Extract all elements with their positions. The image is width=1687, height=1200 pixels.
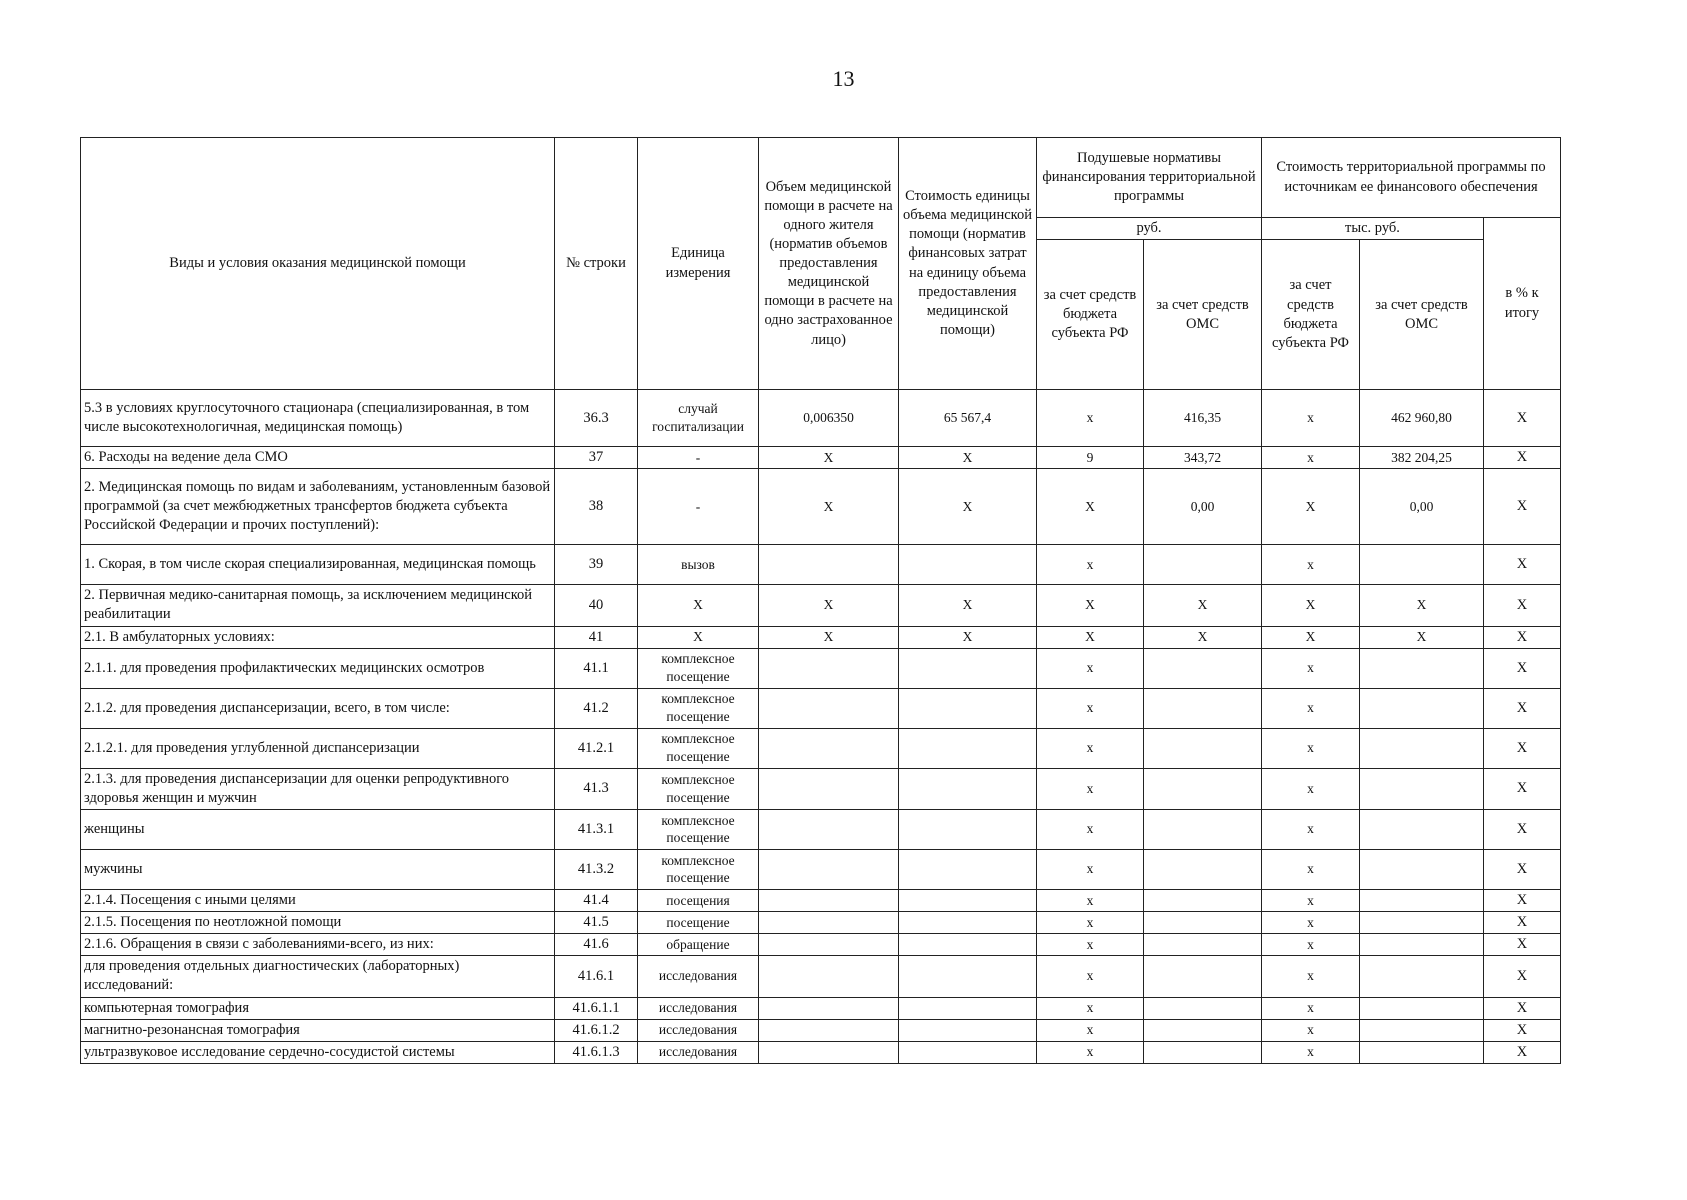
row-total-budget: x [1262,934,1360,956]
table-header [81,138,1561,390]
row-unit: комплексное посещение [638,648,759,688]
row-name: 2.1.4. Посещения с иными целями [81,889,555,911]
header-per-capita-group: Подушевые нормативы финансирования территориальной программы [1037,138,1262,218]
row-total-budget: x [1262,889,1360,911]
row-per-capita-oms [1144,809,1262,849]
row-cost: X [899,626,1037,648]
row-unit: вызов [638,545,759,585]
row-name: 2.1.2. для проведения диспансеризации, всего, в том числе: [81,688,555,728]
row-total-budget: x [1262,447,1360,469]
row-total-budget: x [1262,849,1360,889]
row-name: 1. Скорая, в том числе скорая специализированная, медицинская помощь [81,545,555,585]
table-body [81,390,1561,1064]
row-percent: X [1484,648,1561,688]
table-row [81,889,1561,911]
row-total-oms: X [1360,585,1484,626]
row-total-oms [1360,956,1484,997]
header-total-cost-group: Стоимость территориальной программы по источникам ее финансового обеспечения [1262,138,1561,218]
row-per-capita-oms [1144,648,1262,688]
table-row [81,1019,1561,1041]
header-total-budget: за счет средств бюджета субъекта РФ [1262,240,1360,390]
row-per-capita-budget: x [1037,849,1144,889]
row-number: 41.3.2 [555,849,638,889]
row-percent: X [1484,1019,1561,1041]
row-cost: X [899,447,1037,469]
row-cost: X [899,469,1037,545]
table-row [81,934,1561,956]
row-per-capita-budget: x [1037,912,1144,934]
row-volume [759,997,899,1019]
row-number: 38 [555,469,638,545]
row-per-capita-budget: x [1037,768,1144,809]
row-cost [899,809,1037,849]
table-row [81,648,1561,688]
row-per-capita-budget: x [1037,728,1144,768]
row-per-capita-oms: X [1144,585,1262,626]
row-total-oms [1360,809,1484,849]
row-percent: X [1484,809,1561,849]
row-total-oms: 0,00 [1360,469,1484,545]
row-cost [899,912,1037,934]
row-name: 2.1.6. Обращения в связи с заболеваниями-всего, из них: [81,934,555,956]
row-total-budget: x [1262,912,1360,934]
row-number: 36.3 [555,390,638,447]
row-volume [759,768,899,809]
row-total-oms [1360,1019,1484,1041]
row-percent: X [1484,585,1561,626]
row-name: 2. Медицинская помощь по видам и заболеваниям, установленным базовой программой (за счет межбюджетных трансфертов бюджета субъекта Российской Федерации и прочих поступлений): [81,469,555,545]
row-total-budget: x [1262,1041,1360,1063]
row-name: 2.1.2.1. для проведения углубленной диспансеризации [81,728,555,768]
row-unit: - [638,447,759,469]
row-cost [899,688,1037,728]
row-name: женщины [81,809,555,849]
row-per-capita-budget: 9 [1037,447,1144,469]
row-name: 2.1. В амбулаторных условиях: [81,626,555,648]
row-name: 2. Первичная медико-санитарная помощь, за исключением медицинской реабилитации [81,585,555,626]
table-row [81,728,1561,768]
row-total-budget: x [1262,809,1360,849]
row-per-capita-oms [1144,1041,1262,1063]
row-per-capita-oms: X [1144,626,1262,648]
row-total-oms [1360,934,1484,956]
row-unit: исследования [638,1019,759,1041]
row-number: 40 [555,585,638,626]
row-number: 41.2.1 [555,728,638,768]
row-unit: случай госпитализации [638,390,759,447]
row-total-oms: 382 204,25 [1360,447,1484,469]
row-per-capita-budget: x [1037,390,1144,447]
row-cost [899,1041,1037,1063]
row-per-capita-budget: x [1037,688,1144,728]
row-total-budget: X [1262,626,1360,648]
row-volume: X [759,447,899,469]
row-percent: X [1484,1041,1561,1063]
row-per-capita-budget: x [1037,889,1144,911]
row-per-capita-budget: x [1037,934,1144,956]
row-total-budget: x [1262,545,1360,585]
row-percent: X [1484,997,1561,1019]
row-total-budget: X [1262,585,1360,626]
row-unit: посещение [638,912,759,934]
row-total-budget: x [1262,688,1360,728]
row-number: 41.3 [555,768,638,809]
row-per-capita-oms: 0,00 [1144,469,1262,545]
row-per-capita-oms [1144,956,1262,997]
row-percent: X [1484,390,1561,447]
row-number: 41.1 [555,648,638,688]
row-volume [759,809,899,849]
row-volume: X [759,585,899,626]
row-number: 41.4 [555,889,638,911]
header-unit: Единица измерения [638,138,759,390]
table-row [81,768,1561,809]
table-row [81,688,1561,728]
row-number: 41 [555,626,638,648]
row-volume [759,545,899,585]
row-per-capita-oms [1144,934,1262,956]
header-per-capita-oms: за счет средств ОМС [1144,240,1262,390]
row-cost [899,889,1037,911]
row-unit: комплексное посещение [638,809,759,849]
table-row [81,545,1561,585]
row-volume [759,849,899,889]
row-total-oms [1360,849,1484,889]
row-volume: X [759,626,899,648]
row-name: для проведения отдельных диагностических (лабораторных) исследований: [81,956,555,997]
row-per-capita-oms [1144,849,1262,889]
row-total-budget: x [1262,768,1360,809]
row-per-capita-oms [1144,997,1262,1019]
row-unit: комплексное посещение [638,768,759,809]
row-per-capita-budget: x [1037,809,1144,849]
table-row [81,626,1561,648]
row-cost [899,728,1037,768]
header-unit-cost: Стоимость единицы объема медицинской помощи (норматив финансовых затрат на единицу объема предоставления медицинской помощи) [899,138,1037,390]
table-row [81,809,1561,849]
row-name: 2.1.5. Посещения по неотложной помощи [81,912,555,934]
row-unit: - [638,469,759,545]
row-number: 39 [555,545,638,585]
row-volume [759,956,899,997]
row-per-capita-budget: x [1037,648,1144,688]
row-number: 41.5 [555,912,638,934]
table-row [81,997,1561,1019]
row-unit: посещения [638,889,759,911]
row-percent: X [1484,447,1561,469]
row-percent: X [1484,728,1561,768]
header-per-capita-budget: за счет средств бюджета субъекта РФ [1037,240,1144,390]
row-per-capita-budget: x [1037,1019,1144,1041]
row-unit: комплексное посещение [638,849,759,889]
row-name: ультразвуковое исследование сердечно-сосудистой системы [81,1041,555,1063]
row-total-budget: x [1262,1019,1360,1041]
table-row [81,956,1561,997]
row-volume [759,934,899,956]
row-name: компьютерная томография [81,997,555,1019]
row-cost [899,648,1037,688]
row-percent: X [1484,768,1561,809]
row-volume: X [759,469,899,545]
row-unit: обращение [638,934,759,956]
row-total-budget: x [1262,728,1360,768]
row-number: 41.3.1 [555,809,638,849]
row-unit: X [638,585,759,626]
row-per-capita-budget: x [1037,545,1144,585]
row-percent: X [1484,469,1561,545]
row-name: магнитно-резонансная томография [81,1019,555,1041]
row-volume [759,688,899,728]
row-volume: 0,006350 [759,390,899,447]
row-percent: X [1484,956,1561,997]
header-unit-rub: руб. [1037,218,1262,240]
row-percent: X [1484,849,1561,889]
row-total-oms [1360,728,1484,768]
row-cost [899,768,1037,809]
row-name: 5.3 в условиях круглосуточного стационара (специализированная, в том числе высокотехнологичная, медицинская помощь) [81,390,555,447]
row-name: мужчины [81,849,555,889]
row-per-capita-oms [1144,1019,1262,1041]
row-cost [899,545,1037,585]
row-cost [899,997,1037,1019]
row-unit: исследования [638,956,759,997]
row-cost [899,934,1037,956]
row-per-capita-budget: x [1037,1041,1144,1063]
row-total-oms [1360,688,1484,728]
row-volume [759,912,899,934]
row-volume [759,1041,899,1063]
row-name: 2.1.1. для проведения профилактических медицинских осмотров [81,648,555,688]
header-row-number: № строки [555,138,638,390]
row-per-capita-oms: 343,72 [1144,447,1262,469]
row-total-budget: x [1262,956,1360,997]
row-number: 41.6.1.1 [555,997,638,1019]
row-per-capita-budget: x [1037,997,1144,1019]
row-percent: X [1484,545,1561,585]
row-per-capita-oms [1144,545,1262,585]
header-volume: Объем медицинской помощи в расчете на одного жителя (норматив объемов предоставления медицинской помощи в расчете на одно застрахованное лицо) [759,138,899,390]
row-total-budget: x [1262,648,1360,688]
row-total-budget: X [1262,469,1360,545]
row-total-budget: x [1262,997,1360,1019]
row-number: 41.6 [555,934,638,956]
row-per-capita-oms [1144,728,1262,768]
row-unit: исследования [638,997,759,1019]
row-volume [759,648,899,688]
row-cost: 65 567,4 [899,390,1037,447]
row-name: 2.1.3. для проведения диспансеризации для оценки репродуктивного здоровья женщин и мужчин [81,768,555,809]
row-per-capita-budget: X [1037,585,1144,626]
header-total-oms: за счет средств ОМС [1360,240,1484,390]
row-per-capita-oms [1144,688,1262,728]
row-per-capita-oms [1144,912,1262,934]
row-number: 41.2 [555,688,638,728]
row-per-capita-oms [1144,768,1262,809]
row-total-budget: x [1262,390,1360,447]
row-total-oms [1360,648,1484,688]
row-total-oms [1360,768,1484,809]
header-unit-thousand-rub: тыс. руб. [1262,218,1484,240]
row-number: 41.6.1.3 [555,1041,638,1063]
row-cost [899,849,1037,889]
financing-table [80,137,1561,1064]
row-cost [899,956,1037,997]
table-row [81,447,1561,469]
row-unit: комплексное посещение [638,688,759,728]
row-cost [899,1019,1037,1041]
row-volume [759,728,899,768]
row-total-oms [1360,997,1484,1019]
header-percent: в % к итогу [1484,218,1561,390]
table-row [81,849,1561,889]
row-percent: X [1484,934,1561,956]
page-number: 13 [832,66,855,91]
row-unit: X [638,626,759,648]
row-volume [759,889,899,911]
row-unit: исследования [638,1041,759,1063]
row-total-oms: 462 960,80 [1360,390,1484,447]
row-volume [759,1019,899,1041]
row-total-oms [1360,912,1484,934]
table-row [81,912,1561,934]
row-per-capita-oms [1144,889,1262,911]
row-total-oms: X [1360,626,1484,648]
row-cost: X [899,585,1037,626]
row-number: 37 [555,447,638,469]
table-row [81,390,1561,447]
header-name: Виды и условия оказания медицинской помощи [81,138,555,390]
row-per-capita-budget: X [1037,626,1144,648]
row-percent: X [1484,889,1561,911]
row-name: 6. Расходы на ведение дела СМО [81,447,555,469]
row-per-capita-budget: x [1037,956,1144,997]
table-row [81,469,1561,545]
row-total-oms [1360,889,1484,911]
row-percent: X [1484,912,1561,934]
row-unit: комплексное посещение [638,728,759,768]
row-percent: X [1484,688,1561,728]
row-total-oms [1360,1041,1484,1063]
table-row [81,1041,1561,1063]
row-total-oms [1360,545,1484,585]
row-per-capita-budget: X [1037,469,1144,545]
row-per-capita-oms: 416,35 [1144,390,1262,447]
row-number: 41.6.1 [555,956,638,997]
row-percent: X [1484,626,1561,648]
table-row [81,585,1561,626]
row-number: 41.6.1.2 [555,1019,638,1041]
